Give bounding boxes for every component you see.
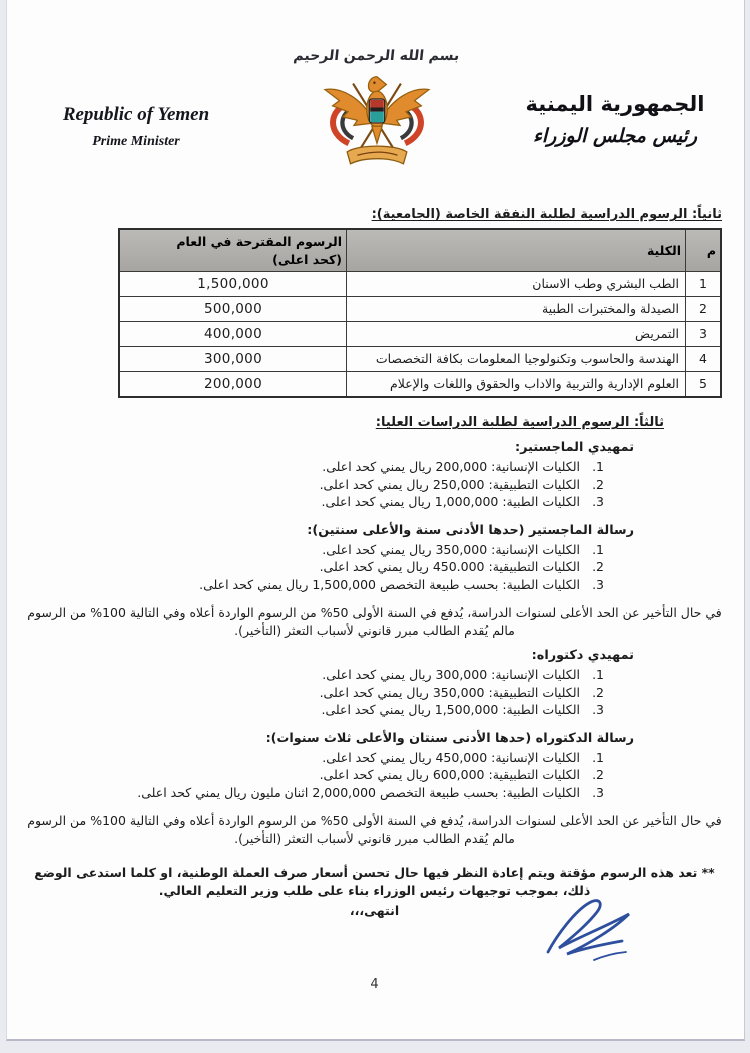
list-item-number: 1. [592,749,604,765]
page-number: 4 [370,976,379,992]
list-item-number: 2. [592,684,604,700]
list-item-text: الكليات الطبية: 1,000,000 ريال يمني كحد اعلى. [321,494,580,510]
row-fee: 300,000 [119,347,347,372]
list-item-number: 1. [592,541,604,557]
letterhead-arabic [508,92,722,147]
list-item-text: الكليات التطبيقية: 350,000 ريال يمني كحد اعلى. [319,684,580,700]
header-college: الكلية [347,229,686,272]
signature-icon [536,894,644,968]
masters-thesis-title: رسالة الماجستير (حدها الأدنى سنة والأعلى سنتين): [307,522,634,538]
letterhead [27,46,722,198]
list-item-text: الكليات الطبية: بحسب طبيعة التخصص 1,500,000 ريال يمني كحد اعلى. [199,576,580,592]
row-college: الطب البشري وطب الاسنان [347,272,686,297]
row-fee: 1,500,000 [119,272,347,297]
row-college: الصيدلة والمختبرات الطبية [347,297,686,322]
list-item [27,458,604,476]
doctorate-thesis-title: رسالة الدكتوراه (حدها الأدنى سنتان والأعلى ثلاث سنوات): [265,730,634,746]
row-fee: 400,000 [119,322,347,347]
delay-note-1: في حال التأخير عن الحد الأعلى لسنوات الدراسة، يُدفع في السنة الأولى 50% من الرسوم الواردة أعلاه وفي التالية 100% من الرسوم مالم يُقدم الطالب مبرر قانوني لأسباب التعثر (التأخير). [27,605,722,639]
section-two-heading: ثانياً: الرسوم الدراسية لطلبة النفقة الخاصة (الجامعية): [371,207,722,222]
row-fee: 500,000 [119,297,347,322]
list-item [27,766,604,784]
list-item-text: الكليات الطبية: بحسب طبيعة التخصص 2,000,000 اثنان مليون ريال يمني كحد اعلى. [137,784,580,800]
row-college: التمريض [347,322,686,347]
list-item-text: الكليات التطبيقية: 250,000 ريال يمني كحد اعلى. [319,476,580,492]
tuition-fees-table [118,228,722,398]
list-item-number: 1. [592,459,604,475]
document-page [6,0,745,1041]
temporary-fees-footnote: ** تعد هذه الرسوم مؤقتة ويتم إعادة النظر فيها حال تحسن أسعار صرف العملة الوطنية، او كلما استدعى الوضع ذلك، بموجب توجيهات رئيس الوزراء بناء على طلب وزير التعليم العالي. [34,864,715,899]
header-index: م [686,229,722,272]
list-item-number: 3. [592,784,604,800]
list-item [27,784,604,802]
ending-mark: انتهى،،، [349,903,400,918]
row-index: 2 [686,297,722,322]
list-item-number: 3. [592,702,604,718]
table-row [119,322,721,347]
yemen-emblem-icon [313,66,441,178]
list-item-number: 3. [592,576,604,592]
arabic-subtitle: رئيس مجلس الوزراء [532,125,698,147]
list-item-text: الكليات التطبيقية: 450.000 ريال يمني كحد اعلى. [319,559,580,575]
row-fee: 200,000 [119,372,347,398]
header-fees-line2: (كحد اعلى) [272,251,342,267]
letterhead-center [245,46,508,182]
row-college: العلوم الإدارية والتربية والاداب والحقوق واللغات والإعلام [347,372,686,398]
row-college: الهندسة والحاسوب وتكنولوجيا المعلومات بكافة التخصصات [347,347,686,372]
english-subtitle: Prime Minister [92,134,180,149]
list-item [27,558,604,576]
list-item [27,576,604,594]
list-item [27,493,604,511]
table-row [119,297,721,322]
list-item [27,476,604,494]
list-item [27,749,604,767]
list-item-text: الكليات الطبية: 1,500,000 ريال يمني كحد اعلى. [321,702,580,718]
table-header-row [119,229,721,272]
table-row [119,347,721,372]
row-index: 1 [686,272,722,297]
masters-prelim-title: تمهيدي الماجستير: [515,440,634,456]
english-title: Republic of Yemen [62,104,210,125]
delay-note-2: في حال التأخير عن الحد الأعلى لسنوات الدراسة، يُدفع في السنة الأولى 50% من الرسوم الواردة أعلاه وفي التالية 100% من الرسوم مالم يُقدم الطالب مبرر قانوني لأسباب التعثر (التأخير). [27,813,722,847]
bismillah-calligraphy: بسم الله الرحمن الرحيم [292,48,461,64]
row-index: 3 [686,322,722,347]
header-fees-line1: الرسوم المقترحة في العام [176,234,342,250]
list-item-number: 2. [592,559,604,575]
list-item-text: الكليات التطبيقية: 600,000 ريال يمني كحد اعلى. [319,767,580,783]
signature-area [27,920,722,972]
arabic-title: الجمهورية اليمنية [525,92,705,116]
table-row [119,272,721,297]
section-three-heading: ثالثاً: الرسوم الدراسية لطلبة الدراسات العليا: [375,415,664,431]
table-row [119,372,721,398]
row-index: 5 [686,372,722,398]
list-item [27,684,604,702]
list-item [27,541,604,559]
list-item-text: الكليات الإنسانية: 200,000 ريال يمني كحد اعلى. [322,459,580,475]
list-item [27,666,604,684]
row-index: 4 [686,347,722,372]
list-item-text: الكليات الإنسانية: 300,000 ريال يمني كحد اعلى. [322,667,580,683]
list-item-number: 3. [592,494,604,510]
list-item-text: الكليات الإنسانية: 350,000 ريال يمني كحد اعلى. [322,541,580,557]
list-item [27,701,604,719]
list-item-number: 2. [592,476,604,492]
list-item-text: الكليات الإنسانية: 450,000 ريال يمني كحد اعلى. [322,749,580,765]
document-body [27,206,722,994]
letterhead-english [27,104,245,150]
header-fees [119,229,347,272]
list-item-number: 1. [592,667,604,683]
doctorate-prelim-title: تمهيدي دكتوراه: [531,648,634,664]
list-item-number: 2. [592,767,604,783]
